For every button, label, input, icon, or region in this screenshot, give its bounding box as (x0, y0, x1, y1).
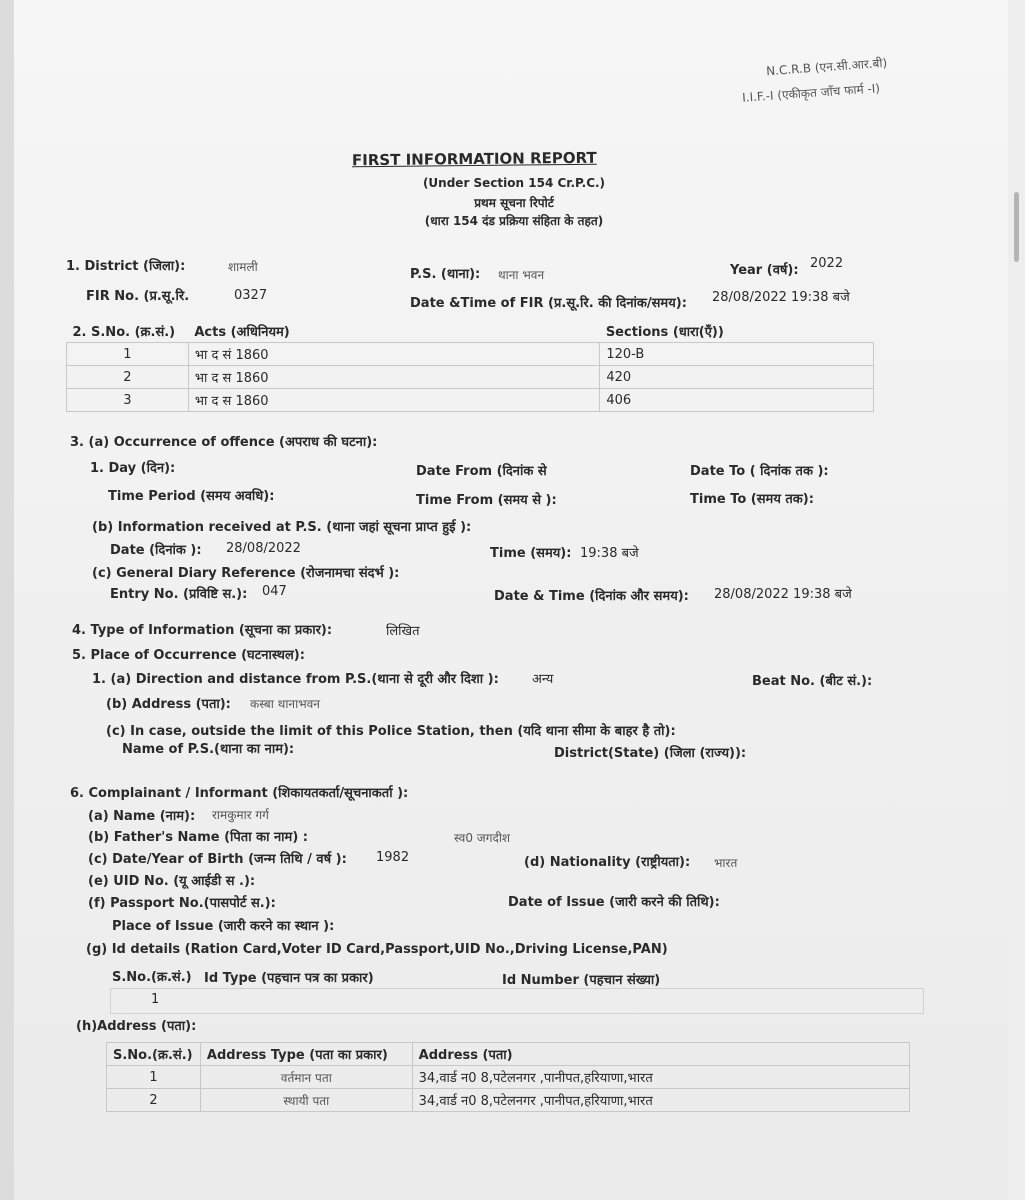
info-type-value: लिखित (386, 624, 420, 639)
entry-no-label: Entry No. (प्रविष्टि स.): (110, 587, 248, 602)
scrollbar-thumb[interactable] (1014, 192, 1019, 262)
address-table (106, 1042, 910, 1112)
address-type-header: Address Type (पता का प्रकार) (200, 1043, 412, 1066)
table-cell: 34,वार्ड न0 8,पटेलनगर ,पानीपत,हरियाणा,भारत (412, 1089, 909, 1112)
iif-label: I.I.F.-I (एकीकृत जाँच फार्म -I) (741, 81, 881, 105)
id-type-header: Id Type (पहचान पत्र का प्रकार) (204, 971, 374, 986)
id-table-row (110, 988, 924, 1014)
fir-datetime-value: 28/08/2022 19:38 बजे (712, 290, 850, 305)
table-cell: 1 (107, 1066, 201, 1089)
father-name-label: (b) Father's Name (पिता का नाम) : (88, 830, 308, 845)
table-cell: 3 (67, 389, 189, 412)
address-table-header (107, 1043, 910, 1066)
dob-label: (c) Date/Year of Birth (जन्म तिथि / वर्ष ): (88, 852, 347, 867)
beat-no-label: Beat No. (बीट सं.): (752, 674, 873, 689)
fir-document-page (14, 0, 1008, 1200)
ps-name-label: Name of P.S.(थाना का नाम): (122, 742, 295, 757)
sections-header: Sections (धारा(एँ)) (605, 325, 724, 340)
table-cell: भा द स 1860 (188, 389, 599, 412)
sno-header: 2. S.No. (क्र.सं.) (72, 325, 176, 340)
info-date-value: 28/08/2022 (226, 541, 301, 556)
table-cell: भा द सं 1860 (188, 343, 599, 366)
table-cell: 406 (600, 389, 874, 412)
ps-label: P.S. (थाना): (410, 267, 481, 282)
info-time-label: Time (समय): (490, 546, 572, 561)
time-from-label: Time From (समय से ): (416, 493, 557, 508)
table-cell: स्थायी पता (200, 1089, 412, 1112)
table-row (107, 1089, 910, 1112)
fir-datetime-label: Date &Time of FIR (प्र.सू.रि. की दिनांक/समय): (410, 296, 687, 311)
info-date-label: Date (दिनांक ): (110, 543, 202, 558)
fir-number-value: 0327 (234, 288, 268, 303)
fir-number-label: FIR No. (प्र.सू.रि. (86, 289, 190, 304)
district-value: शामली (228, 260, 258, 274)
id-sno-header: S.No.(क्र.सं.) (112, 970, 192, 985)
table-cell: 2 (107, 1089, 201, 1112)
time-period-label: Time Period (समय अवधि): (108, 489, 275, 504)
table-cell: 2 (67, 366, 189, 389)
addresses-label: (h)Address (पता): (76, 1019, 197, 1034)
outside-limit-label: (c) In case, outside the limit of this Police Station, then (यदि थाना सीमा के बाहर है तो): (106, 724, 676, 739)
ncrb-label: N.C.R.B (एन.सी.आर.बी) (765, 55, 888, 79)
info-time-value: 19:38 बजे (580, 546, 639, 561)
id-details-label: (g) Id details (Ration Card,Voter ID Card,Passport,UID No.,Driving License,PAN) (86, 942, 668, 957)
document-subtitle-en: (Under Section 154 Cr.P.C.) (422, 176, 606, 190)
acts-table (66, 320, 874, 412)
document-title: FIRST INFORMATION REPORT (351, 148, 597, 170)
address-sno-header: S.No.(क्र.सं.) (107, 1043, 201, 1066)
district-state-label: District(State) (जिला (राज्य)): (554, 746, 747, 761)
address-label: (b) Address (पता): (106, 697, 231, 712)
table-cell: भा द स 1860 (188, 366, 599, 389)
issue-place-label: Place of Issue (जारी करने का स्थान ): (112, 919, 335, 934)
district-label: 1. District (जिला): (66, 259, 186, 274)
gd-reference-label: (c) General Diary Reference (रोजनामचा संदर्भ ): (92, 566, 400, 581)
gd-datetime-value: 28/08/2022 19:38 बजे (714, 587, 852, 602)
ps-value: थाना भवन (498, 268, 545, 282)
gd-datetime-label: Date & Time (दिनांक और समय): (494, 589, 689, 604)
uid-label: (e) UID No. (यू आईडी स .): (88, 874, 256, 889)
document-subtitle-section: (धारा 154 दंड प्रक्रिया संहिता के तहत) (424, 214, 604, 228)
direction-distance-value: अन्य (532, 672, 554, 687)
address-header: Address (पता) (412, 1043, 909, 1066)
acts-header: Acts (अधिनियम) (194, 325, 290, 340)
nationality-value: भारत (714, 856, 738, 870)
year-value: 2022 (810, 256, 844, 271)
table-row (67, 343, 874, 366)
father-name-value: स्व0 जगदीश (454, 831, 511, 845)
table-cell: 420 (600, 366, 874, 389)
date-to-label: Date To ( दिनांक तक ): (690, 464, 829, 479)
entry-no-value: 047 (262, 584, 287, 599)
table-row (107, 1066, 910, 1089)
nationality-label: (d) Nationality (राष्ट्रीयता): (524, 855, 691, 870)
day-label: 1. Day (दिन): (90, 461, 176, 476)
direction-distance-label: 1. (a) Direction and distance from P.S.(थाना से दूरी और दिशा ): (92, 672, 499, 687)
dob-value: 1982 (376, 850, 410, 865)
year-label: Year (वर्ष): (730, 263, 799, 278)
info-received-label: (b) Information received at P.S. (थाना जहां सूचना प्राप्त हुई ): (92, 520, 472, 535)
id-row-sno: 1 (151, 992, 160, 1007)
time-to-label: Time To (समय तक): (690, 492, 814, 507)
table-cell: 120-B (600, 343, 874, 366)
table-row (67, 389, 874, 412)
table-cell: वर्तमान पता (200, 1066, 412, 1089)
issue-date-label: Date of Issue (जारी करने की तिथि): (508, 895, 720, 910)
table-cell: 34,वार्ड न0 8,पटेलनगर ,पानीपत,हरियाणा,भारत (412, 1066, 909, 1089)
complainant-label: 6. Complainant / Informant (शिकायतकर्ता/सूचनाकर्ता ): (70, 786, 409, 801)
info-type-label: 4. Type of Information (सूचना का प्रकार): (72, 623, 333, 638)
id-number-header: Id Number (पहचान संख्या) (502, 973, 661, 988)
name-label: (a) Name (नाम): (88, 809, 196, 824)
passport-label: (f) Passport No.(पासपोर्ट स.): (88, 896, 276, 911)
document-subtitle-hi: प्रथम सूचना रिपोर्ट (474, 196, 554, 210)
address-value: कस्बा थानाभवन (250, 697, 320, 711)
vertical-scrollbar[interactable] (1008, 0, 1025, 1200)
table-cell: 1 (67, 343, 189, 366)
table-row (67, 366, 874, 389)
place-of-occurrence-label: 5. Place of Occurrence (घटनास्थल): (72, 648, 305, 663)
occurrence-label: 3. (a) Occurrence of offence (अपराध की घटना): (70, 435, 378, 450)
name-value: रामकुमार गर्ग (212, 808, 269, 822)
date-from-label: Date From (दिनांक से (416, 464, 547, 479)
acts-table-header (67, 320, 874, 343)
